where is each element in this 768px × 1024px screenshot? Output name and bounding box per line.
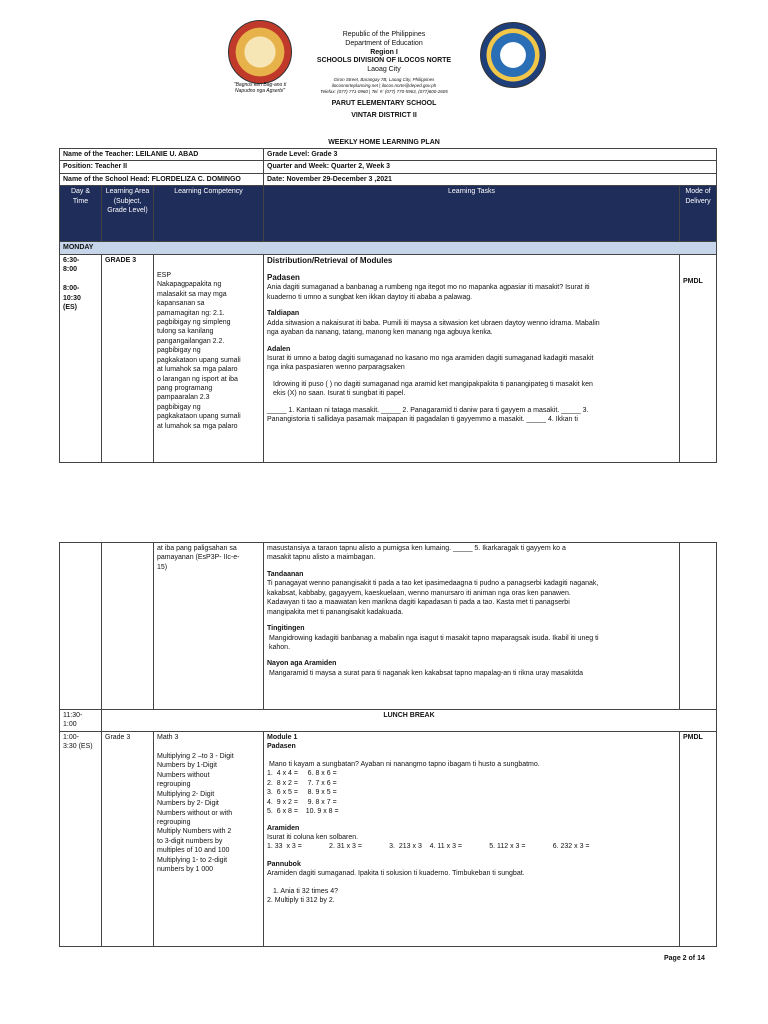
items-text: _____ 1. Kantaan ni tataga masakit. _____ 2. Panagaramid ti daniw para ti gayyem a masakit. _____ 3. Panangistoria ti sallidaya pasamak maipapan iti pagadalan ti gayyemmo a masakit. _____ 4. Ikkan ti xyxy=(267,406,589,424)
cont-tasks xyxy=(264,543,680,710)
cont-area-cell xyxy=(102,543,154,710)
distribution-heading: Distribution/Retrieval of Modules xyxy=(267,255,393,265)
morning-time: 6:30- 8:00 8:00- 10:30 (ES) xyxy=(60,254,102,462)
aramiden-items: 1. 33 x 3 = 2. 31 x 3 = 3. 213 x 3 4. 11 x 3 = 5. 112 x 3 = 6. 232 x 3 = xyxy=(267,843,590,851)
col-delivery: Mode of Delivery xyxy=(680,186,717,242)
nayon-text: Mangaramid ti maysa a surat para ti naganak ken kakabsat tapno mapalag-an ti rikna uray masakitda xyxy=(269,669,584,677)
morning-grade: GRADE 3 xyxy=(102,254,154,462)
adalen-heading: Adalen xyxy=(267,345,291,353)
aramiden-text: Isurat iti coluna ken solbaren. xyxy=(267,833,359,841)
afternoon-tasks xyxy=(264,732,680,947)
question-2: 2. Multiply ti 312 by 2. xyxy=(267,897,335,905)
tandaanan-text: Ti panagayat wenno panangisakit ti pada a tao ket ipasimedaagna ti pudno a panagserbi kadagiti naganak, kakabsat, kabbaby, gagayyem, kaeskuelaan, wenno manursaro iti animan nga oras ken panawen. Kadawyan ti tao a maawatan ken marikna dagiti kapadasan ti pada a tao. Kasta met ti panagserbi mangipakita met ti panangisakit kadakuada. xyxy=(267,580,599,616)
date-range: Date: November 29-December 3 ,2021 xyxy=(264,173,717,185)
plan-title: WEEKLY HOME LEARNING PLAN xyxy=(328,139,440,146)
tingitingen-text: Mangidrowing kadagiti banbanag a mabalin nga isagut ti masakit tapno maparagsak isuda. Ikabil iti uneg ti kahon. xyxy=(269,634,599,651)
region-line: Region I xyxy=(370,49,398,56)
esp-competency-cont: at iba pang paligsahan sa pamayanan (EsP3P- IIc-e- 15) xyxy=(154,543,264,710)
quarter-week: Quarter and Week: Quarter 2, Week 3 xyxy=(264,161,717,173)
padasen2-heading: Padasen xyxy=(267,743,296,751)
address-line-3: Telefax: (077) 771-0960 | Tel. #: (077) 770-5963, (077)600-2605 xyxy=(320,89,448,94)
taldiapan-heading: Taldiapan xyxy=(267,310,300,318)
cont-delivery-cell xyxy=(680,543,717,710)
grade-level: Grade Level: Grade 3 xyxy=(264,149,717,161)
learning-plan-table-page2 xyxy=(59,542,717,947)
department-line: Department of Education xyxy=(345,40,423,47)
padasen-text: Ania dagiti sumaganad a banbanag a rumbeng nga itegot mo no mapanka agpasiar iti masakit? Isurat iti kuaderno ti umno a sungbat ken ikkan daytoy iti ababa a palawag. xyxy=(267,284,590,301)
col-day-time: Day & Time xyxy=(60,186,102,242)
tingitingen-heading: Tingitingen xyxy=(267,625,305,633)
afternoon-grade: Grade 3 xyxy=(102,732,154,947)
address-line-2: ilocosnorteplanning.net | ilocos.norte@deped.gov.ph xyxy=(331,83,437,88)
pannubok-text: Aramiden dagiti sumaganad. Ipakita ti solusion ti kuaderno. Timbukeban ti sungbat. xyxy=(267,870,525,878)
day-monday: MONDAY xyxy=(60,242,717,254)
padasen-heading: Padasen xyxy=(267,272,300,282)
city-line: Laoag City xyxy=(367,66,401,73)
address-line-1: Giron Street, Barangay 7B, Laoag City, Philippines xyxy=(333,77,435,82)
teacher-name: Name of the Teacher: LEILANIE U. ABAD xyxy=(60,149,264,161)
idrowing-text: Idrowing iti puso ( ) no dagiti sumaganad nga aramid ket mangipakpakita ti panangipateg ti masakit ken ekis (X) no saan. Isurat ti sungbat iti papel. xyxy=(273,380,593,398)
school-name: PARUT ELEMENTARY SCHOOL xyxy=(331,100,437,107)
cont-time-cell xyxy=(60,543,102,710)
question-1: 1. Ania ti 32 times 4? xyxy=(273,887,338,895)
school-head: Name of the School Head: FLORDELIZA C. DOMINGO xyxy=(60,173,264,185)
lunch-break: LUNCH BREAK xyxy=(102,710,717,732)
tandaanan-heading: Tandaanan xyxy=(267,570,304,578)
multiplication-drill: 1. 4 x 4 = 6. 8 x 6 = 2. 8 x 2 = 7. 7 x 6 = 3. 6 x 5 = 8. 9 x 5 = 4. 9 x 2 = 9. 8 x 7 = 5. 6 x 8 = 10. 9 x 8 = xyxy=(267,770,339,816)
left-seal-caption: "Bagnos ken Bag-ano ti Napudno nga Agserbi" xyxy=(233,82,287,94)
nayon-heading: Nayon aga Aramiden xyxy=(267,660,337,668)
pannubok-heading: Pannubok xyxy=(267,860,301,868)
district-name: VINTAR DISTRICT II xyxy=(351,112,417,119)
adalen-text: Isurat iti umno a batog dagiti sumaganad no kasano mo nga aramiden dagiti sumaganad kadagiti masakit nga inka paspasiaren wenno parparagsaken xyxy=(267,354,594,372)
padasen2-text: Mano ti kayam a sungbatan? Ayaban ni nanangmo tapno ibagam ti husto a sungbatmo. xyxy=(269,760,540,768)
morning-delivery: PMDL xyxy=(680,254,717,462)
lunch-time: 11:30- 1:00 xyxy=(60,710,102,732)
afternoon-time: 1:00- 3:30 (ES) xyxy=(60,732,102,947)
division-line: SCHOOLS DIVISION OF ILOCOS NORTE xyxy=(316,57,452,64)
module-label: Module 1 xyxy=(267,734,298,741)
learning-plan-table-page1 xyxy=(59,148,717,463)
morning-tasks xyxy=(264,254,680,462)
col-competency: Learning Competency xyxy=(154,186,264,242)
math-competency: Math 3 Multiplying 2 –to 3 - Digit Numbers by 1-Digit Numbers without regrouping Multiplying 2- Digit Numbers by 2- Digit Numbers without or with regrouping Multiply Numbers with 2 to 3-digit numbers by multiples of 10 and 100 Multiplying 1- to 2-digit numbers by 1 000 xyxy=(154,732,264,947)
col-learning-area: Learning Area (Subject, Grade Level) xyxy=(102,186,154,242)
taldiapan-text: Adda sitwasion a nakaisurat iti baba. Pumili iti maysa a sitwasion ket ubraen daytoy wenno idrama. Mabalin nga ayaban da nanang, tatang, manong ken manang nga agbuya kenka. xyxy=(267,319,600,337)
col-learning-tasks: Learning Tasks xyxy=(264,186,680,242)
afternoon-delivery: PMDL xyxy=(680,732,717,947)
esp-competency: ESP Nakapagpapakita ng malasakit sa may mga kapansanan sa pamamagitan ng: 2.1. pagbibigay ng simpleng tulong sa kanilang pangangailangan 2.2. pagbibigay ng pagkakataon upang sumali at lumahok sa mga palaro o larangan ng isport at iba pang programang pampaaralan 2.3 pagbibigay ng pagkakataon upang sumali at lumahok sa mga palaro xyxy=(154,254,264,462)
aramiden-heading: Aramiden xyxy=(267,824,300,832)
republic-line: Republic of the Philippines xyxy=(342,31,426,38)
cont-text: masustansiya a taraon tapnu alisto a pumigsa ken lumaing. _____ 5. Ikarkaragak ti gayyem ko a masakit tapnu alisto a maimbagan. xyxy=(267,545,566,562)
page-number: Page 2 of 14 xyxy=(664,955,705,962)
position: Position: Teacher II xyxy=(60,161,264,173)
